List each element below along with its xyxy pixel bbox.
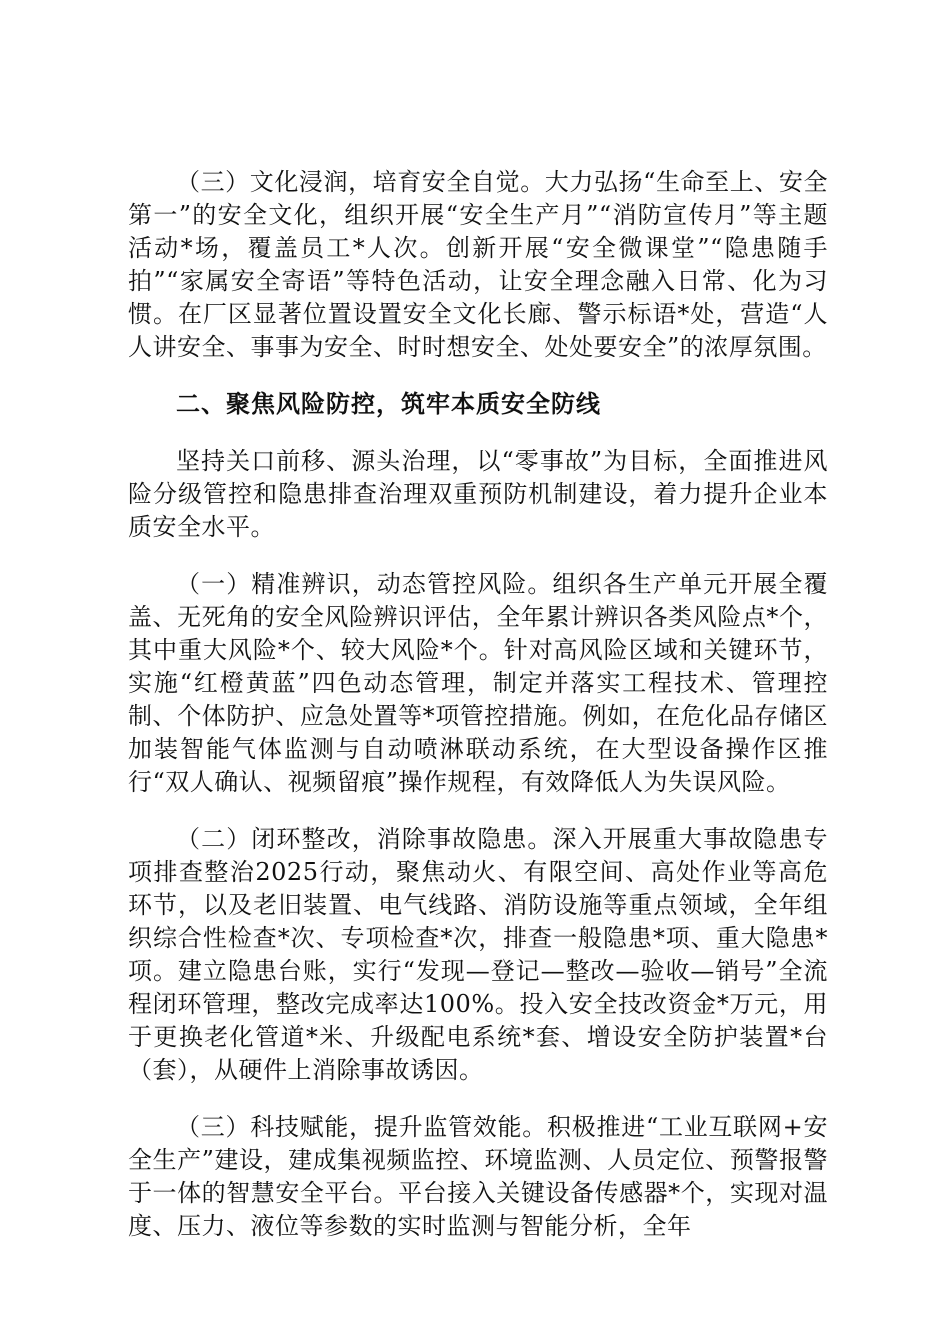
paragraph-risk-identification: （一）精准辨识，动态管控风险。组织各生产单元开展全覆盖、无死角的安全风险辨识评估，全年累计辨识各类风险点*个，其中重大风险*个、较大风险*个。针对高风险区域和关键环节，实施“红橙黄蓝”四色动态管理，制定并落实工程技术、管理控制、个体防护、应急处置等*项管控措施。例如，在危化品存储区加装智能气体监测与自动喷淋联动系统，在大型设备操作区推行“双人确认、视频留痕”操作规程，有效降低人为失误风险。: [128, 570, 828, 796]
document-body: [128, 166, 828, 1267]
paragraph-hazard-rectification: （二）闭环整改，消除事故隐患。深入开展重大事故隐患专项排查整治2025行动，聚焦动火、有限空间、高处作业等高危环节，以及老旧装置、电气线路、消防设施等重点领域，全年组织综合性检查*次、专项检查*次，排查一般隐患*项、重大隐患*项。建立隐患台账，实行“发现—登记—整改—验收—销号”全流程闭环管理，整改完成率达100%。投入安全技改资金*万元，用于更换老化管道*米、升级配电系统*套、增设安全防护装置*台（套），从硬件上消除事故诱因。: [128, 825, 828, 1084]
paragraph-culture: （三）文化浸润，培育安全自觉。大力弘扬“生命至上、安全第一”的安全文化，组织开展“安全生产月”“消防宣传月”等主题活动*场，覆盖员工*人次。创新开展“安全微课堂”“隐患随手拍”“家属安全寄语”等特色活动，让安全理念融入日常、化为习惯。在厂区显著位置设置安全文化长廊、警示标语*处，营造“人人讲安全、事事为安全、时时想安全、处处要安全”的浓厚氛围。: [128, 168, 828, 361]
paragraph-intro: 坚持关口前移、源头治理，以“零事故”为目标，全面推进风险分级管控和隐患排查治理双重预防机制建设，着力提升企业本质安全水平。: [128, 447, 828, 541]
paragraph-tech-empowerment: （三）科技赋能，提升监管效能。积极推进“工业互联网+安全生产”建设，建成集视频监控、环境监测、人员定位、预警报警于一体的智慧安全平台。平台接入关键设备传感器*个，实现对温度、压力、液位等参数的实时监测与智能分析，全年: [128, 1113, 828, 1240]
section-heading-risk-control: 二、聚焦风险防控，筑牢本质安全防线: [176, 390, 601, 418]
